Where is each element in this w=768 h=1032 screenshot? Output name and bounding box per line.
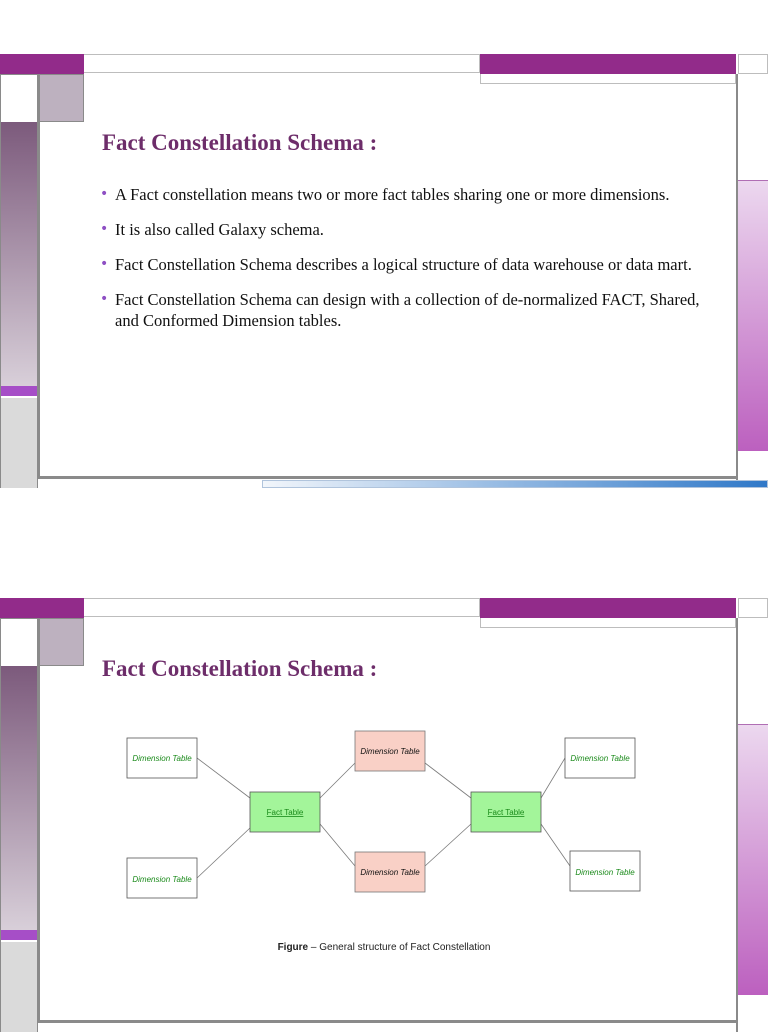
connector-line — [197, 758, 250, 798]
node-label: Dimension Table — [360, 868, 420, 877]
slide-title: Fact Constellation Schema : — [102, 656, 378, 681]
bottom-blue-bar — [262, 480, 768, 488]
header-bar-middle — [84, 54, 480, 73]
bullet-text: A Fact constellation means two or more fact tables sharing one or more dimensions. — [115, 185, 670, 204]
connector-line — [425, 824, 471, 866]
bullet-icon: • — [100, 186, 109, 202]
caption-prefix: Figure — [277, 942, 309, 953]
bullet-text: Fact Constellation Schema describes a logical structure of data warehouse or data mart. — [115, 255, 692, 274]
right-gradient-panel — [738, 180, 768, 451]
caption-text: – General structure of Fact Constellation — [308, 942, 491, 953]
node-label: Dimension Table — [132, 754, 192, 763]
bullet-item — [100, 254, 700, 275]
left-lower-panel — [1, 398, 37, 488]
fact-table-node — [471, 792, 541, 832]
bullet-icon: • — [100, 291, 109, 307]
slide-2 — [0, 598, 768, 1024]
dimension-table-node — [565, 738, 635, 778]
figure-caption — [278, 942, 491, 953]
connector-line — [320, 824, 355, 866]
slide-1 — [0, 54, 768, 490]
shared-dimension-table-node — [355, 852, 425, 892]
bullet-text: Fact Constellation Schema can design with a collection of de-normalized FACT, Shared, and Conformed Dimension tables. — [115, 290, 700, 330]
bottom-border — [38, 476, 738, 479]
bullet-icon: • — [100, 256, 109, 272]
connector-line — [541, 758, 565, 798]
node-label: Fact Table — [266, 808, 304, 817]
dimension-table-node — [127, 858, 197, 898]
slide-title: Fact Constellation Schema : — [102, 130, 378, 155]
connector-line — [320, 763, 355, 798]
left-accent-stripe — [1, 386, 37, 396]
dimension-table-node — [127, 738, 197, 778]
left-gradient-panel — [1, 122, 37, 386]
bullet-item — [100, 219, 700, 240]
connector-line — [197, 828, 250, 878]
bullet-item — [100, 184, 700, 205]
bullet-icon: • — [100, 221, 109, 237]
bullet-list — [100, 184, 700, 345]
header-end-box — [738, 54, 768, 74]
node-label: Dimension Table — [360, 747, 420, 756]
fact-table-node — [250, 792, 320, 832]
node-label: Dimension Table — [575, 868, 635, 877]
header-accent-left — [0, 54, 84, 74]
node-label: Dimension Table — [132, 875, 192, 884]
connector-line — [541, 824, 570, 866]
shared-dimension-table-node — [355, 731, 425, 771]
node-label: Fact Table — [487, 808, 525, 817]
connector-line — [425, 763, 471, 798]
fact-constellation-diagram — [0, 598, 768, 1024]
bullet-text: It is also called Galaxy schema. — [115, 220, 324, 239]
node-label: Dimension Table — [570, 754, 630, 763]
header-accent-right — [480, 54, 736, 74]
bullet-item — [100, 289, 700, 331]
dimension-table-node — [570, 851, 640, 891]
